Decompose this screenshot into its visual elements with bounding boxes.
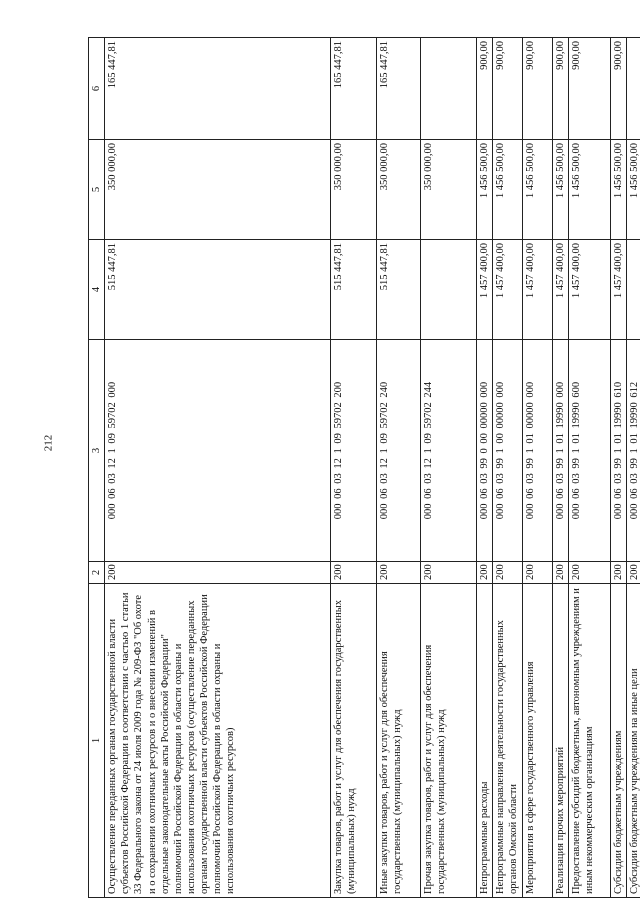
row-budget-code: 000 06 03 99 1 01 19990 612 (626, 340, 640, 562)
row-value-6: 165 447,81 (377, 38, 421, 140)
row-value-6 (626, 38, 640, 140)
row-admin-code: 200 (552, 562, 568, 584)
row-value-6: 165 447,81 (105, 38, 331, 140)
row-budget-code: 000 06 03 99 1 00 00000 000 (493, 340, 522, 562)
row-admin-code: 200 (331, 562, 377, 584)
row-value-6 (421, 38, 477, 140)
table-row (105, 38, 331, 898)
row-value-5: 350 000,00 (105, 140, 331, 240)
row-value-4: 1 457 400,00 (568, 240, 610, 340)
row-value-5: 1 456 500,00 (552, 140, 568, 240)
table-header-row (89, 38, 105, 898)
row-name: Непрограммные направления деятельности государственных органов Омской области (493, 584, 522, 898)
row-admin-code: 200 (522, 562, 552, 584)
table-row (377, 38, 421, 898)
row-value-5: 1 456 500,00 (477, 140, 493, 240)
table-row (421, 38, 477, 898)
row-value-4: 1 457 400,00 (522, 240, 552, 340)
budget-table (88, 37, 640, 898)
column-header-4: 4 (89, 240, 105, 340)
row-value-5: 350 000,00 (377, 140, 421, 240)
row-value-5: 350 000,00 (331, 140, 377, 240)
row-admin-code: 200 (421, 562, 477, 584)
row-value-4: 515 447,81 (331, 240, 377, 340)
row-budget-code: 000 06 03 12 1 09 59702 244 (421, 340, 477, 562)
row-value-6: 900,00 (552, 38, 568, 140)
row-admin-code: 200 (626, 562, 640, 584)
row-value-5: 1 456 500,00 (610, 140, 626, 240)
row-admin-code: 200 (377, 562, 421, 584)
row-value-6: 165 447,81 (331, 38, 377, 140)
row-admin-code: 200 (568, 562, 610, 584)
row-value-6: 900,00 (493, 38, 522, 140)
row-name: Субсидии бюджетным учреждениям на иные цели (626, 584, 640, 898)
row-value-4: 515 447,81 (105, 240, 331, 340)
table-row (493, 38, 522, 898)
row-name: Непрограммные расходы (477, 584, 493, 898)
row-value-6: 900,00 (568, 38, 610, 140)
row-value-5: 1 456 500,00 (493, 140, 522, 240)
row-budget-code: 000 06 03 99 1 01 00000 000 (522, 340, 552, 562)
table-row (477, 38, 493, 898)
row-name: Предоставление субсидий бюджетным, автономным учреждениям и иным некоммерческим организациям (568, 584, 610, 898)
row-value-5: 350 000,00 (421, 140, 477, 240)
table-row (522, 38, 552, 898)
row-value-6: 900,00 (522, 38, 552, 140)
row-value-4: 1 457 400,00 (610, 240, 626, 340)
row-value-4: 515 447,81 (377, 240, 421, 340)
table-row (568, 38, 610, 898)
row-value-5: 1 456 500,00 (568, 140, 610, 240)
page-number: 212 (42, 434, 55, 452)
row-name: Закупка товаров, работ и услуг для обеспечения государственных (муниципальных) нужд (331, 584, 377, 898)
row-budget-code: 000 06 03 99 1 01 19990 610 (610, 340, 626, 562)
column-header-6: 6 (89, 38, 105, 140)
row-budget-code: 000 06 03 99 1 01 19990 600 (568, 340, 610, 562)
row-budget-code: 000 06 03 12 1 09 59702 000 (105, 340, 331, 562)
row-name: Иные закупки товаров, работ и услуг для обеспечения государственных (муниципальных) нужд (377, 584, 421, 898)
column-header-5: 5 (89, 140, 105, 240)
row-value-6: 900,00 (610, 38, 626, 140)
row-admin-code: 200 (610, 562, 626, 584)
row-name: Реализация прочих мероприятий (552, 584, 568, 898)
column-header-2: 2 (89, 562, 105, 584)
row-value-5: 1 456 500,00 (522, 140, 552, 240)
table-row (331, 38, 377, 898)
row-admin-code: 200 (477, 562, 493, 584)
row-budget-code: 000 06 03 99 0 00 00000 000 (477, 340, 493, 562)
row-name: Прочая закупка товаров, работ и услуг для обеспечения государственных (муниципальных) нужд (421, 584, 477, 898)
row-budget-code: 000 06 03 12 1 09 59702 200 (331, 340, 377, 562)
row-name: Мероприятия в сфере государственного управления (522, 584, 552, 898)
row-budget-code: 000 06 03 12 1 09 59702 240 (377, 340, 421, 562)
row-admin-code: 200 (493, 562, 522, 584)
row-value-4: 1 457 400,00 (552, 240, 568, 340)
table-row (626, 38, 640, 898)
budget-table-page (88, 38, 640, 898)
row-value-4 (421, 240, 477, 340)
row-admin-code: 200 (105, 562, 331, 584)
row-name: Субсидии бюджетным учреждениям (610, 584, 626, 898)
table-row (552, 38, 568, 898)
column-header-1: 1 (89, 584, 105, 898)
row-value-5: 1 456 500,00 (626, 140, 640, 240)
column-header-3: 3 (89, 340, 105, 562)
row-value-6: 900,00 (477, 38, 493, 140)
row-budget-code: 000 06 03 99 1 01 19990 000 (552, 340, 568, 562)
row-value-4: 1 457 400,00 (477, 240, 493, 340)
table-row (610, 38, 626, 898)
row-value-4 (626, 240, 640, 340)
row-value-4: 1 457 400,00 (493, 240, 522, 340)
row-name: Осуществление переданных органам государственной власти субъектов Российской Федерации в соответствии с частью 1 статьи 33 Федерального закона от 24 июля 2009 года № 209-ФЗ "Об охоте и о сохранении охотничьих ресурсов и о внесении изменений в отдельные законодательные акты Российской Федерации" полномочий Российской Федерации в области охраны и использования охотничьих ресурсов (осуществление переданных органам государственной власти субъектов Российской Федерации полномочий Российской Федерации в области охраны и использования охотничьих ресурсов) (105, 584, 331, 898)
